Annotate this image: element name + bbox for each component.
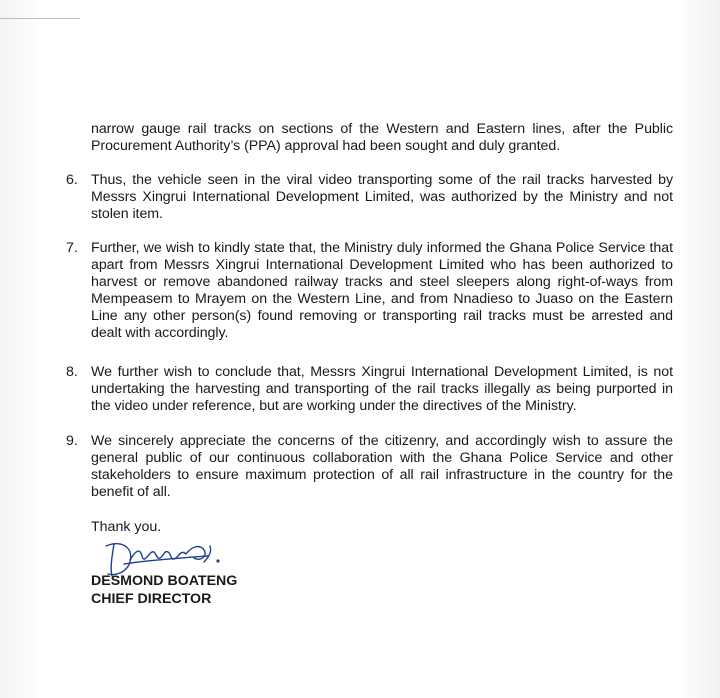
item-number-9: 9. xyxy=(66,433,78,449)
item-text-8: We further wish to conclude that, Messrs Xingrui International Development Limited, is not undertaking the harvesting and transporting of the rail tracks illegally as being purported in the video under reference, but are working under the directives of the Ministry. xyxy=(91,364,673,414)
intro-paragraph: narrow gauge rail tracks on sections of the Western and Eastern lines, after the Public Procurement Authority’s (PPA) approval had been sought and duly granted. xyxy=(91,121,673,154)
top-divider xyxy=(0,18,80,19)
item-number-8: 8. xyxy=(66,364,78,380)
item-number-6: 6. xyxy=(66,172,78,188)
signatory-name: DESMOND BOATENG xyxy=(91,573,238,589)
item-text-9: We sincerely appreciate the concerns of the citizenry, and accordingly wish to assure the general public of our continuous collaboration with the Ghana Police Service and other stakeholders to ensure maximum protection of all rail infrastructure in the country for the benefit of all. xyxy=(91,433,673,500)
closing-line: Thank you. xyxy=(91,519,162,535)
item-number-7: 7. xyxy=(66,240,78,256)
item-text-6: Thus, the vehicle seen in the viral video transporting some of the rail tracks harvested by Messrs Xingrui International Development Limited, was authorized by the Ministry and not stolen item. xyxy=(91,172,673,222)
item-text-7: Further, we wish to kindly state that, the Ministry duly informed the Ghana Police Service that apart from Messrs Xingrui International Development Limited who has been authorized to harvest or remove abandoned railway tracks and steel sleepers along right-of-ways from Mempeasem to Mrayem on the Western Line, and from Nnadieso to Juaso on the Eastern Line any other person(s) found removing or transporting rail tracks must be arrested and dealt with accordingly. xyxy=(91,240,673,341)
signatory-title: CHIEF DIRECTOR xyxy=(91,591,212,607)
